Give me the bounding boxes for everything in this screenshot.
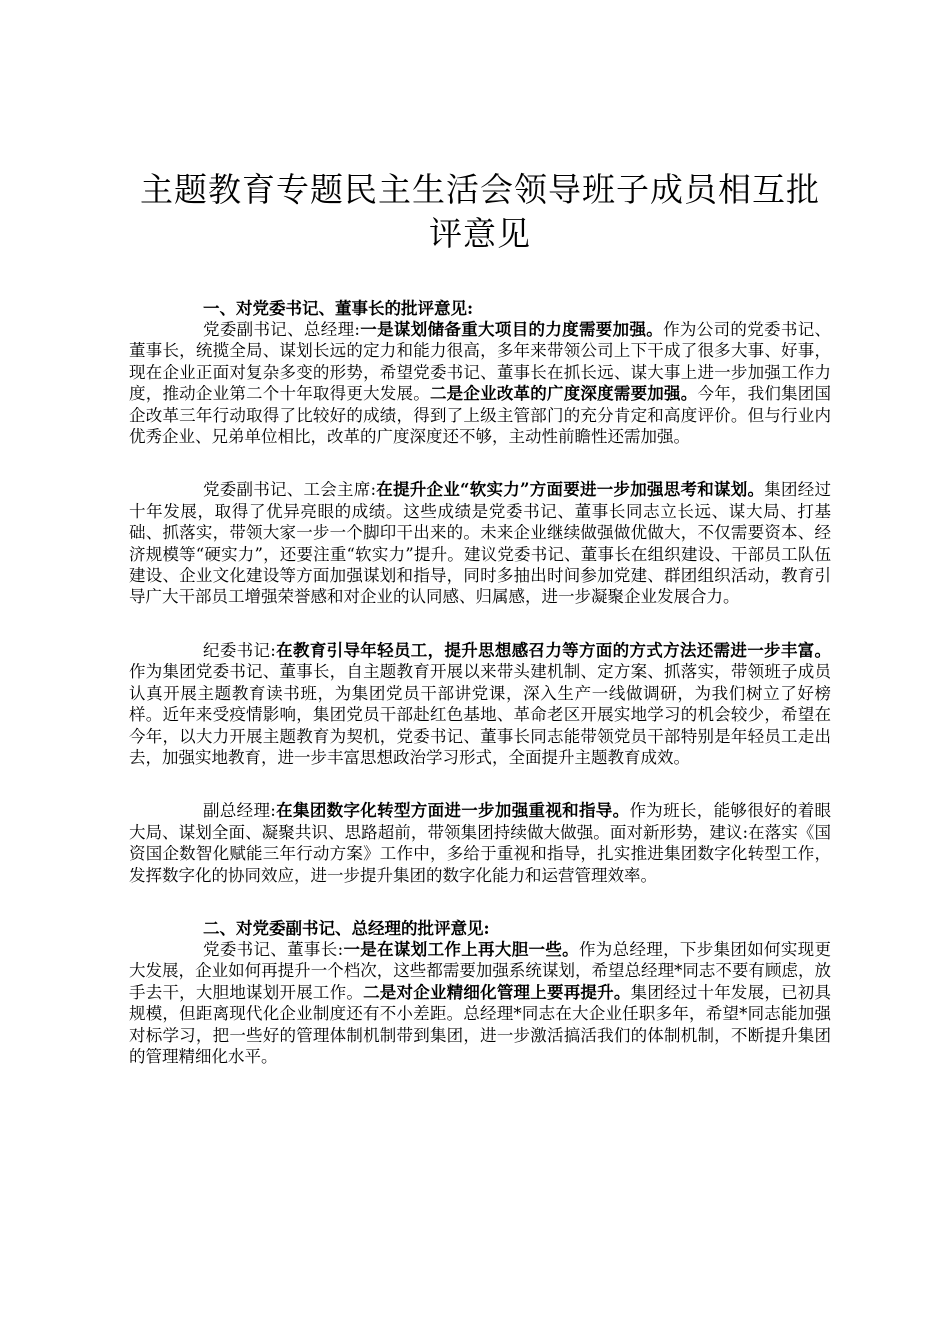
speaker-label: 纪委书记:: [203, 640, 276, 660]
critique-body: 集团经过十年发展，取得了优异亮眼的成绩。这些成绩是党委书记、董事长同志立长远、谋大局、打基础、抓落实，带领大家一步一个脚印干出来的。未来企业继续做强做优做大，不仅需要资本、经济规模等“硬实力”，还要注重“软实力”提升。建议党委书记、董事长在组织建设、干部员工队伍建设、企业文化建设等方面加强谋划和指导，同时多抽出时间参加党建、群团组织活动，教育引导广大干部员工增强荣誉感和对企业的认同感、归属感，进一步凝聚企业发展合力。: [129, 480, 831, 607]
critique-point: 一是谋划储备重大项目的力度需要加强。: [359, 320, 664, 339]
critique-point: 在教育引导年轻员工，提升思想感召力等方面的方式方法还需进一步丰富。: [275, 640, 832, 660]
critique-body: 今年，我们集团国企改革三年行动取得了比较好的成绩，得到了上级主管部门的充分肯定和高度评价。但与行业内优秀企业、兄弟单位相比，改革的广度深度还不够，主动性前瞻性还需加强。: [129, 384, 832, 447]
comment-paragraph: [129, 939, 831, 1067]
comment-paragraph: [129, 319, 831, 447]
speaker-label: 副总经理:: [203, 801, 276, 821]
document-title: 主题教育专题民主生活会领导班子成员相互批评意见: [140, 170, 820, 253]
document-page: [129, 168, 831, 1067]
critique-body: 作为总经理，下步集团如何实现更大发展，企业如何再提升一个档次，这些都需要加强系统谋划，希望总经理*同志不要有顾虑，放手去干，大胆地谋划开展工作。: [129, 939, 832, 1002]
comment-paragraph: [129, 800, 831, 886]
section-heading-2: 二、对党委副书记、总经理的批评意见:: [203, 918, 490, 938]
critique-body: 作为公司的党委书记、董事长，统揽全局、谋划长远的定力和能力很高，多年来带领公司上下干成了很多大事、好事，现在企业正面对复杂多变的形势，希望党委书记、董事长在抓长远、谋大事上进一步加强工作力度，推动企业第二个十年取得更大发展。: [129, 320, 832, 404]
comment-paragraph: [129, 479, 831, 607]
critique-body: 作为班长，能够很好的着眼大局、谋划全面、凝聚共识、思路超前，带领集团持续做大做强。面对新形势，建议:在落实《国资国企数智化赋能三年行动方案》工作中，多给于重视和指导，扎实推进集团数字化转型工作，发挥数字化的协同效应，进一步提升集团的数字化能力和运营管理效率。: [129, 801, 832, 885]
critique-point: 一是在谋划工作上再大胆一些。: [343, 939, 579, 959]
critique-point: 二是对企业精细化管理上要再提升。: [363, 982, 631, 1002]
critique-point: 在提升企业“软实力”方面要进一步加强思考和谋划。: [376, 480, 765, 500]
critique-body: 集团经过十年发展，已初具规模，但距离现代化企业制度还有不小差距。总经理*同志在大企业任职多年，希望*同志能加强对标学习，把一些好的管理体制机制带到集团，进一步激活搞活我们的体制机制，不断提升集团的管理精细化水平。: [129, 982, 832, 1066]
critique-body: 作为集团党委书记、董事长，自主题教育开展以来带头建机制、定方案、抓落实，带领班子成员认真开展主题教育读书班，为集团党员干部讲党课，深入生产一线做调研，为我们树立了好榜样。近年来受疫情影响，集团党员干部赴红色基地、革命老区开展实地学习的机会较少，希望在今年，以大力开展主题教育为契机，党委书记、董事长同志能带领党员干部特别是年轻员工走出去，加强实地教育，进一步丰富思想政治学习形式，全面提升主题教育成效。: [129, 662, 831, 767]
comment-paragraph: [129, 640, 831, 768]
section-heading-1: 一、对党委书记、董事长的批评意见:: [203, 299, 474, 318]
speaker-label: 党委书记、董事长:: [203, 939, 344, 959]
critique-point: 二是企业改革的广度深度需要加强。: [429, 384, 698, 404]
speaker-label: 党委副书记、工会主席:: [203, 480, 377, 500]
speaker-label: 党委副书记、总经理:: [203, 320, 360, 339]
critique-point: 在集团数字化转型方面进一步加强重视和指导。: [275, 801, 630, 821]
